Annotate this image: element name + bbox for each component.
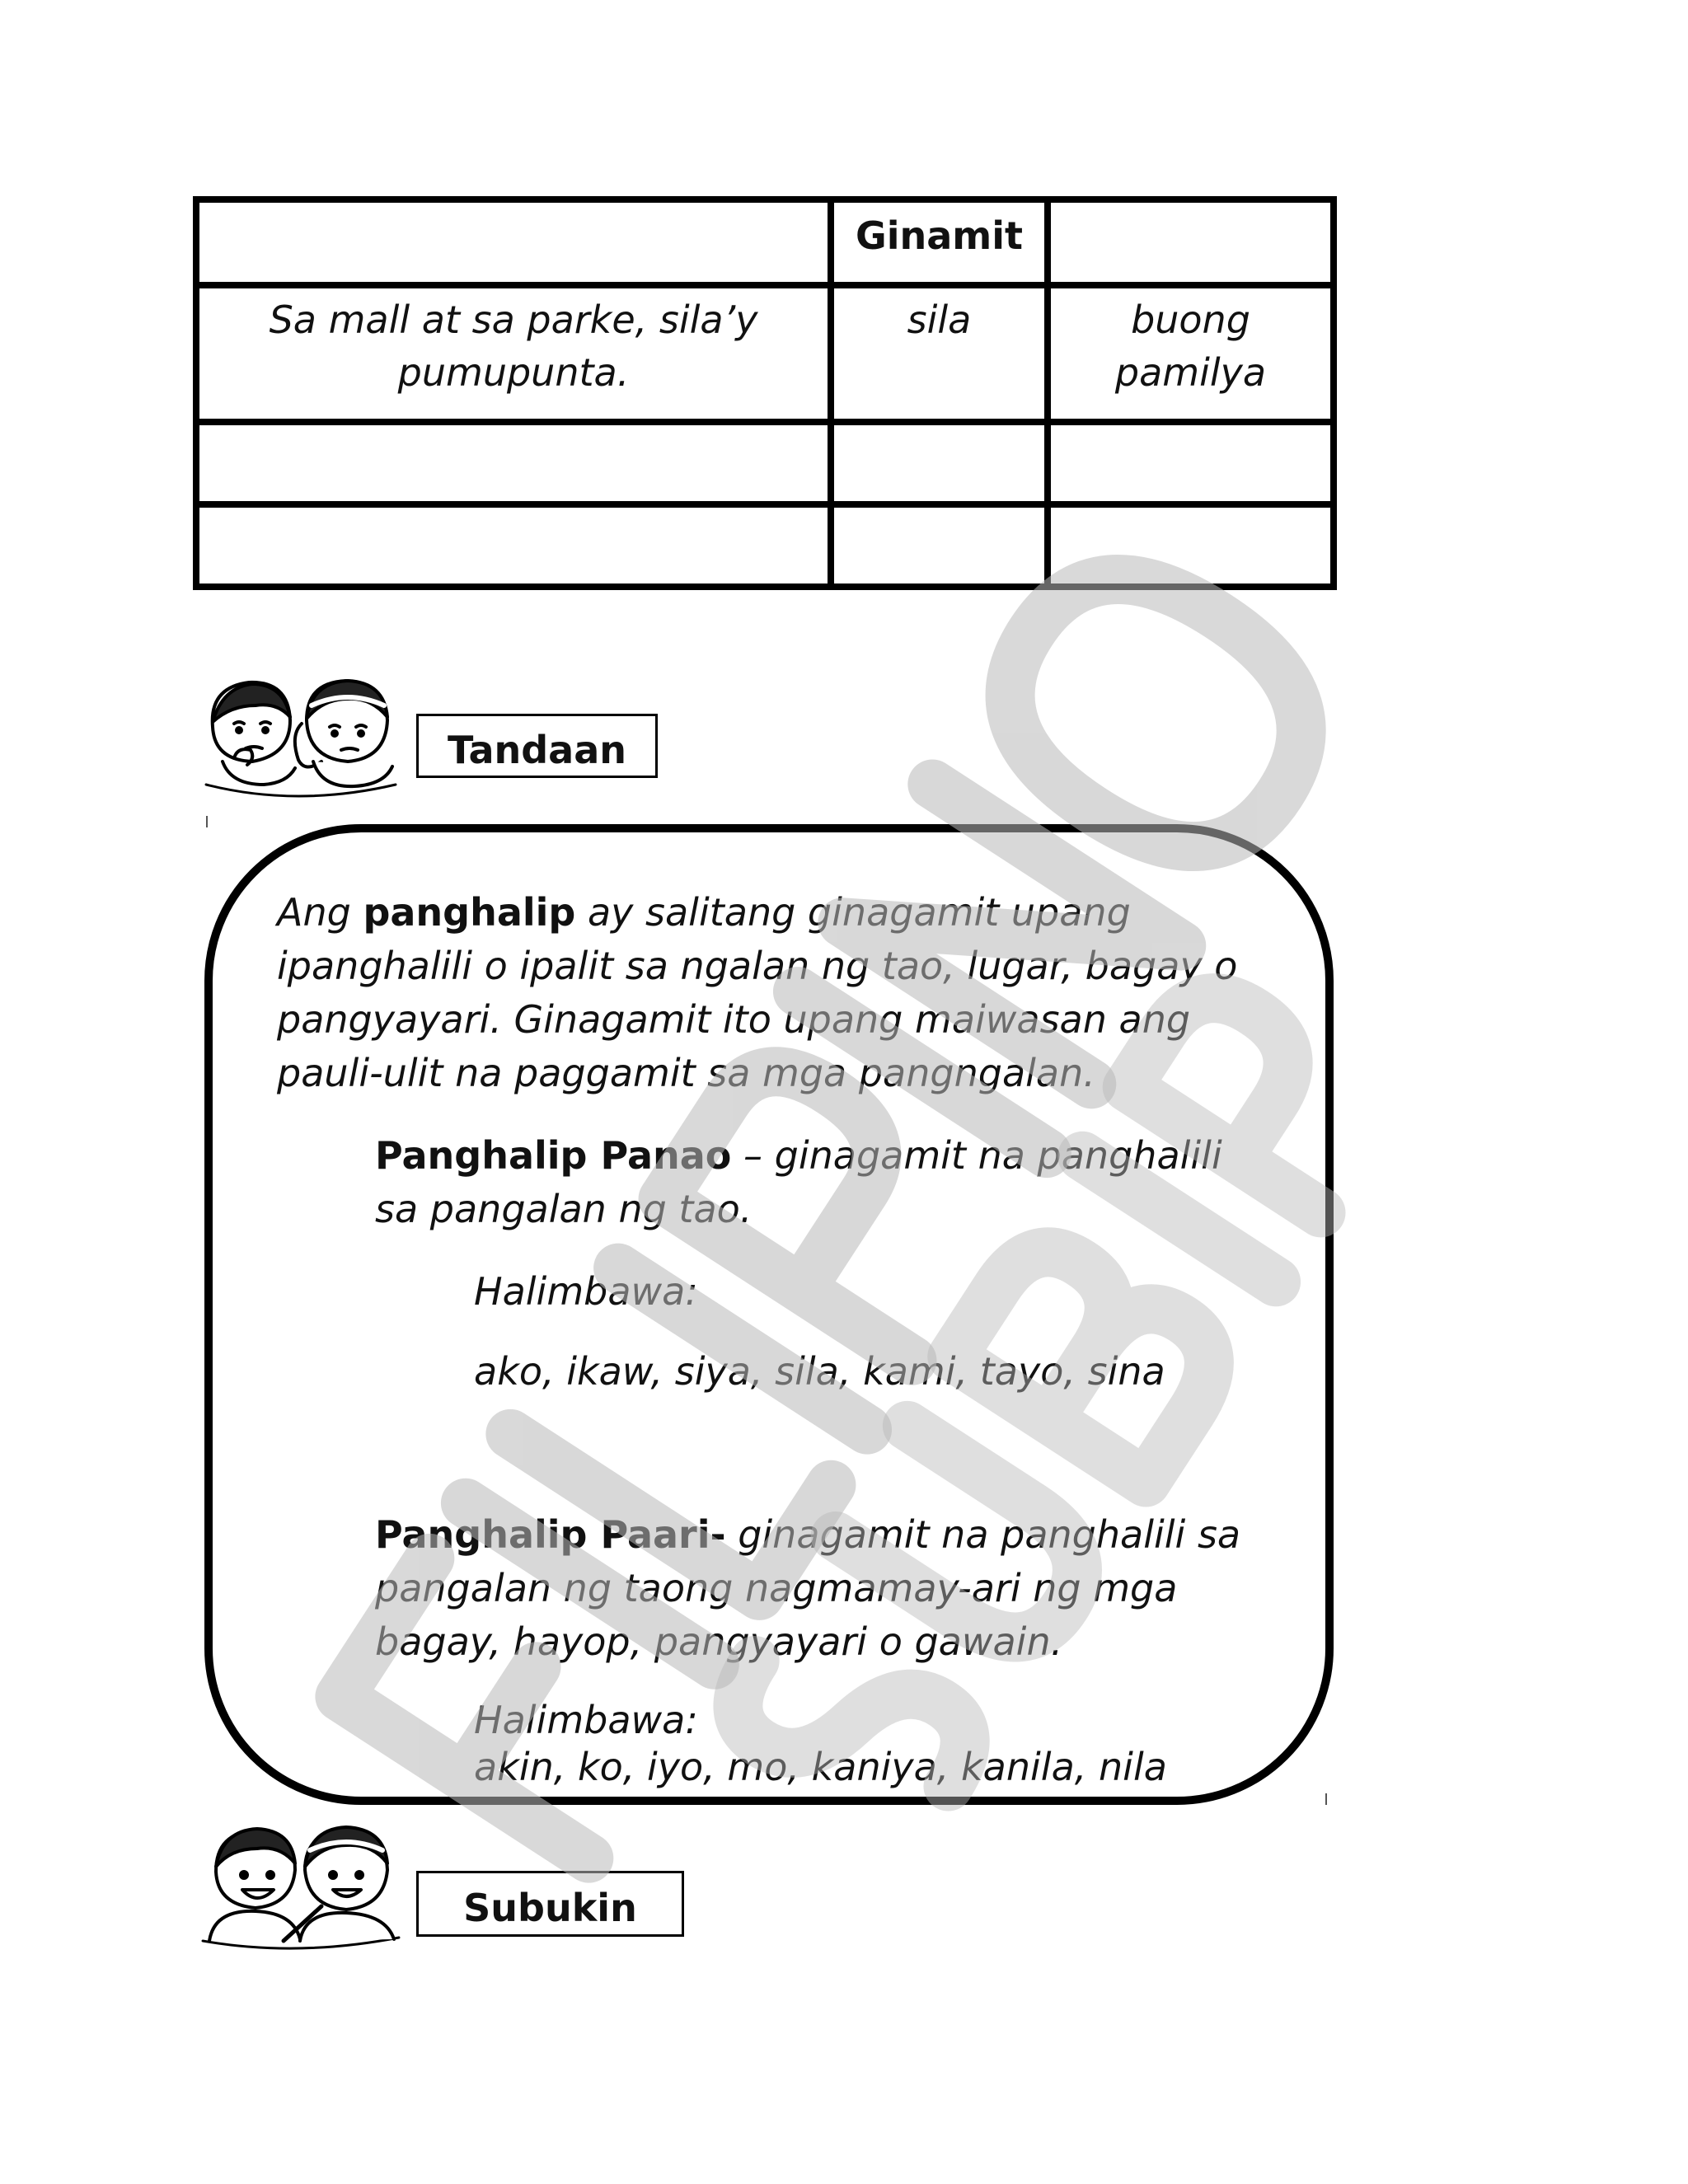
table-cell-sentence: Sa mall at sa parke, sila’y pumupunta. [196, 285, 831, 422]
scan-mark [1325, 1793, 1327, 1805]
table-cell [196, 422, 831, 504]
table-cell-pronoun: sila [831, 285, 1048, 422]
paari-example-list: akin, ko, iyo, mo, kaniya, kanila, nila [474, 1745, 1167, 1789]
table-cell [1048, 422, 1334, 504]
table-header-cell [196, 199, 831, 285]
table-row [196, 504, 1334, 587]
table-cell [196, 504, 831, 587]
panao-example-list: ako, ikaw, siya, sila, kami, tayo, sina [474, 1349, 1165, 1394]
table-row [196, 285, 1334, 422]
table-cell [831, 422, 1048, 504]
scan-mark [206, 816, 208, 827]
thinking-kids-illustration [198, 669, 404, 805]
term-panghalip-panao: Panghalip Panao [375, 1133, 732, 1178]
table-row [196, 422, 1334, 504]
tandaan-heading: Tandaan [416, 714, 658, 778]
table-header-cell [1048, 199, 1334, 285]
panghalip-definition: Ang panghalip ay salitang ginagamit upang ipanghalili o ipalit sa ngalan ng tao, lugar, bagay o pangyayari. Ginagamit ito upang maiwasan ang pauli-ulit na paggamit sa mga pangngalan. [277, 890, 1238, 1095]
table-header-cell: Ginamit [831, 199, 1048, 285]
writing-kids-illustration [198, 1817, 404, 1957]
subukin-heading: Subukin [416, 1871, 684, 1937]
term-panghalip: panghalip [363, 890, 576, 935]
panao-example-label: Halimbawa: [474, 1269, 698, 1314]
panghalip-paari-definition: Panghalip Paari- ginagamit na panghalili sa pangalan ng taong nagmamay-ari ng mga bagay, hayop, pangyayari o gawain. [375, 1512, 1241, 1664]
table-cell [1048, 504, 1334, 587]
table-header-row [196, 199, 1334, 285]
table-cell-noun: buong pamilya [1048, 285, 1334, 422]
term-panghalip-paari: Panghalip Paari- [375, 1512, 726, 1557]
paari-example-label: Halimbawa: [474, 1698, 698, 1742]
table-cell [831, 504, 1048, 587]
pronoun-table [193, 196, 1337, 590]
panghalip-panao-definition: Panghalip Panao – ginagamit na panghalili sa pangalan ng tao. [375, 1133, 1222, 1231]
